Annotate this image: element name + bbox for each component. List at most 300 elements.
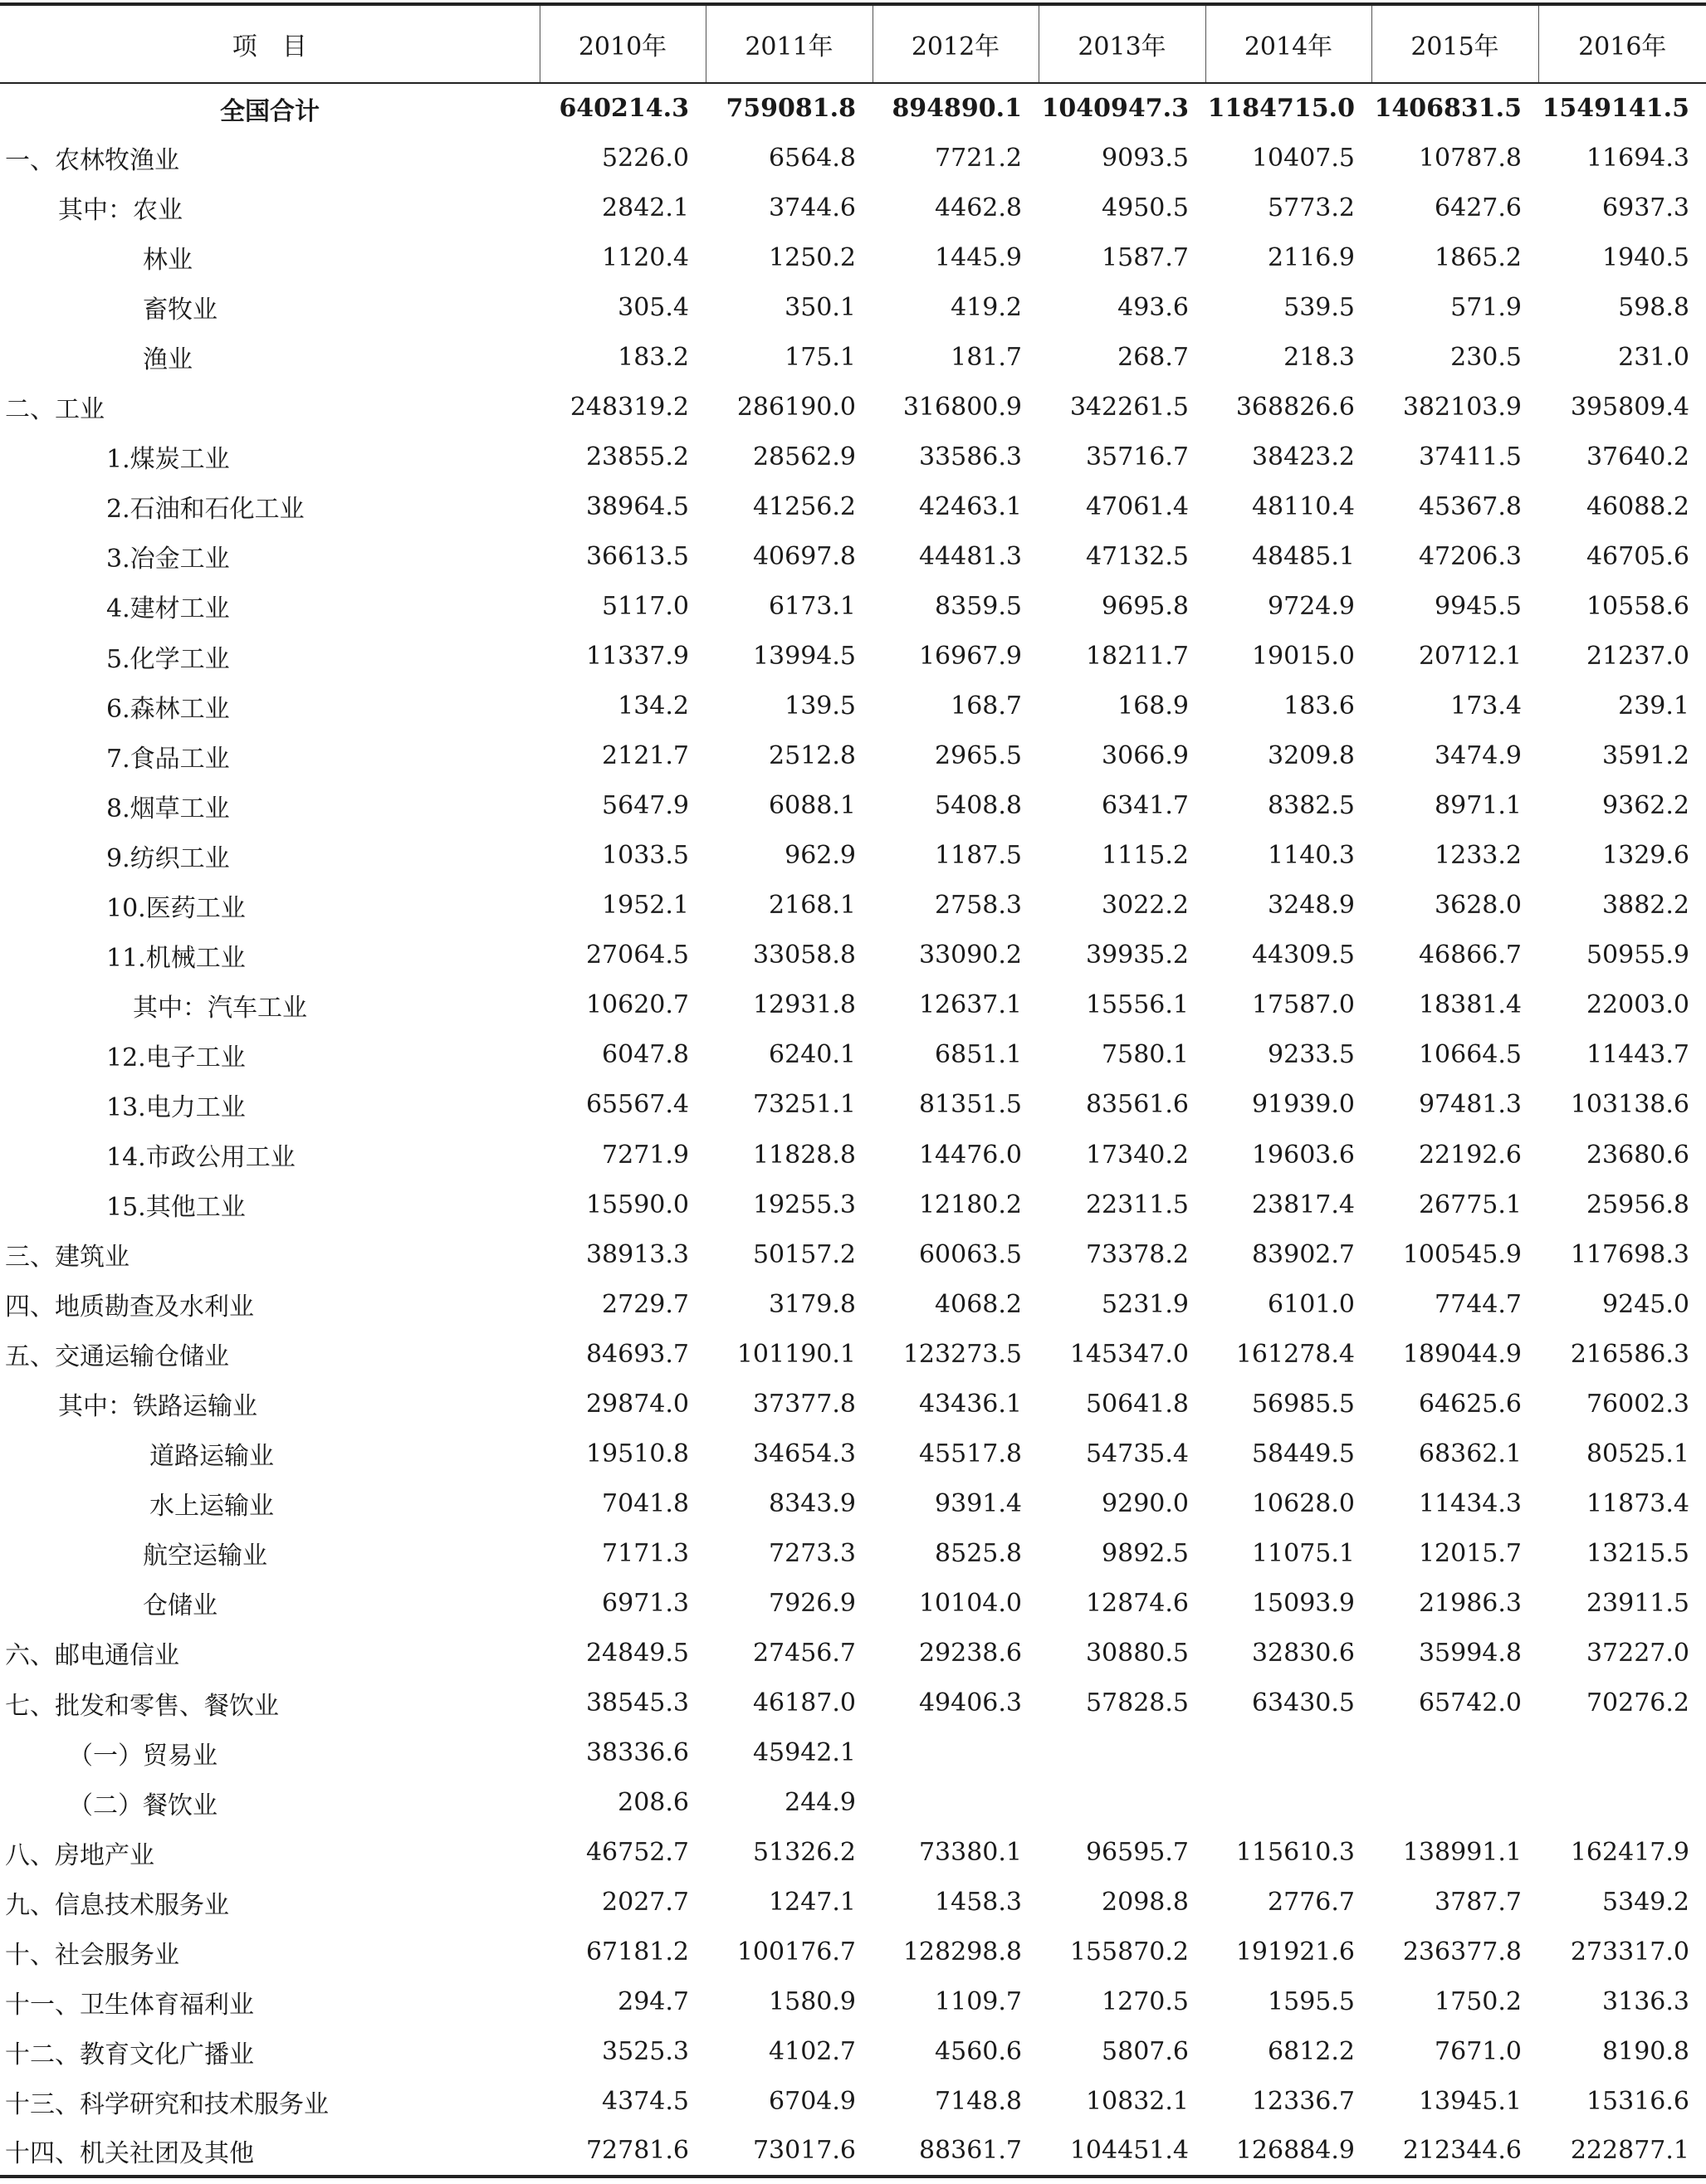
- cell-2011年: 2512.8: [769, 741, 856, 771]
- cell-2016年: 37227.0: [1586, 1638, 1689, 1668]
- cell-2016年: 3136.3: [1602, 1987, 1689, 2017]
- cell-2010年: 3525.3: [602, 2037, 689, 2067]
- cell-2015年: 100545.9: [1402, 1239, 1522, 1269]
- cell-2013年: 30880.5: [1085, 1638, 1189, 1668]
- cell-2012年: 1187.5: [935, 841, 1022, 871]
- cell-2011年: 40697.8: [752, 541, 856, 571]
- row-label: 十、社会服务业: [5, 1940, 179, 1970]
- cell-2014年: 11075.1: [1251, 1538, 1355, 1568]
- table-row: [0, 282, 1706, 332]
- cell-2014年: 58449.5: [1251, 1439, 1355, 1468]
- cell-2011年: 28562.9: [752, 442, 856, 471]
- cell-2015年: 45367.8: [1418, 491, 1522, 521]
- cell-2013年: 50641.8: [1085, 1389, 1189, 1419]
- table-row: [0, 1030, 1706, 1080]
- cell-2011年: 759081.8: [726, 94, 856, 124]
- cell-2016年: 3591.2: [1602, 741, 1689, 771]
- cell-2012年: 42463.1: [918, 491, 1022, 521]
- cell-2011年: 1250.2: [769, 242, 856, 272]
- row-label: 九、信息技术服务业: [5, 1890, 229, 1920]
- header-2011: 2011年: [706, 4, 873, 83]
- cell-2012年: [873, 1778, 1039, 1828]
- cell-2015年: 236377.8: [1402, 1937, 1522, 1967]
- cell-2014年: [1205, 1728, 1371, 1778]
- cell-2013年: 493.6: [1117, 292, 1189, 322]
- cell-2010年: 5117.0: [602, 591, 689, 621]
- cell-2011年: 51326.2: [752, 1838, 856, 1868]
- row-label: 七、批发和零售、餐饮业: [5, 1691, 279, 1721]
- header-2016: 2016年: [1578, 32, 1667, 61]
- cell-2015年: [1371, 1778, 1538, 1828]
- total-row: [0, 83, 1706, 133]
- cell-2011年: 7926.9: [769, 1588, 856, 1618]
- cell-2015年: 65742.0: [1418, 1688, 1522, 1718]
- table-row: [0, 581, 1706, 631]
- cell-2010年: 67181.2: [585, 1937, 689, 1967]
- row-label: 十二、教育文化广播业: [5, 2040, 254, 2069]
- table-row: [0, 1678, 1706, 1728]
- cell-2015年: 212344.6: [1371, 2127, 1538, 2177]
- cell-2012年: 1109.7: [935, 1987, 1022, 2017]
- cell-2011年: 34654.3: [752, 1439, 856, 1468]
- table-row: [0, 332, 1706, 382]
- cell-2016年: 222877.1: [1538, 2127, 1706, 2177]
- table-row: [0, 133, 1706, 183]
- cell-2010年: 36613.5: [585, 541, 689, 571]
- row-label: （二）餐饮业: [68, 1791, 218, 1820]
- row-label: 十一、卫生体育福利业: [5, 1990, 254, 2020]
- cell-2014年: 5773.2: [1268, 193, 1355, 222]
- cell-2016年: 8190.8: [1602, 2037, 1689, 2067]
- cell-2013年: 268.7: [1117, 342, 1189, 372]
- cell-2014年: 19015.0: [1251, 642, 1355, 672]
- cell-2013年: 17340.2: [1085, 1140, 1189, 1170]
- cell-2011年: 8343.9: [769, 1488, 856, 1518]
- cell-2016年: 23911.5: [1586, 1588, 1689, 1618]
- table-row: [0, 1130, 1706, 1180]
- cell-2013年: 10832.1: [1085, 2087, 1189, 2117]
- cell-2014年: 6812.2: [1268, 2037, 1355, 2067]
- cell-2016年: 598.8: [1618, 292, 1689, 322]
- table-row: [0, 1977, 1706, 2027]
- cell-2014年: 10407.5: [1251, 143, 1355, 173]
- table-row: [0, 1478, 1706, 1528]
- cell-2014年: 17587.0: [1251, 990, 1355, 1020]
- cell-2014年: 91939.0: [1251, 1090, 1355, 1120]
- cell-2013年: 22311.5: [1085, 1190, 1189, 1219]
- cell-2010年: 19510.8: [585, 1439, 689, 1468]
- cell-2014年: 83902.7: [1251, 1239, 1355, 1269]
- row-label: 二、工业: [5, 395, 105, 425]
- cell-2012年: 316800.9: [902, 392, 1022, 422]
- cell-2010年: 11337.9: [585, 642, 689, 672]
- cell-2013年: 9892.5: [1102, 1538, 1189, 1568]
- cell-2012年: 6851.1: [935, 1040, 1022, 1070]
- cell-2012年: 7721.2: [935, 143, 1022, 173]
- cell-2016年: 3882.2: [1602, 891, 1689, 921]
- table-row: [0, 931, 1706, 980]
- row-label: 一、农林牧渔业: [5, 146, 179, 176]
- cell-2013年: 7580.1: [1102, 1040, 1189, 1070]
- cell-2015年: 13945.1: [1418, 2087, 1522, 2117]
- header-2013: 2013年: [1039, 4, 1205, 83]
- cell-2012年: 88361.7: [873, 2127, 1039, 2177]
- table-row: [0, 382, 1706, 432]
- table-row: [0, 1229, 1706, 1279]
- cell-2014年: 9233.5: [1268, 1040, 1355, 1070]
- cell-2015年: 3787.7: [1435, 1888, 1522, 1918]
- row-label: 14.市政公用工业: [106, 1143, 296, 1172]
- cell-2015年: 46866.7: [1418, 941, 1522, 970]
- row-label: 水上运输业: [149, 1492, 274, 1522]
- cell-2010年: 38545.3: [585, 1688, 689, 1718]
- cell-2012年: 1458.3: [935, 1888, 1022, 1918]
- cell-2013年: 104451.4: [1039, 2127, 1205, 2177]
- cell-2013年: 2098.8: [1102, 1888, 1189, 1918]
- row-label: 渔业: [143, 345, 193, 375]
- table-row: [0, 1578, 1706, 1628]
- cell-2016年: 50955.9: [1586, 941, 1689, 970]
- cell-2015年: 97481.3: [1418, 1090, 1522, 1120]
- cell-2010年: 1033.5: [602, 841, 689, 871]
- cell-2010年: 1952.1: [602, 891, 689, 921]
- row-label: 12.电子工业: [106, 1043, 246, 1072]
- cell-2016年: 11443.7: [1586, 1040, 1689, 1070]
- cell-2012年: 9391.4: [935, 1488, 1022, 1518]
- cell-2013年: 155870.2: [1069, 1937, 1189, 1967]
- cell-2014年: 115610.3: [1235, 1838, 1355, 1868]
- cell-2012年: 43436.1: [918, 1389, 1022, 1419]
- row-label: 畜牧业: [143, 296, 218, 325]
- cell-2011年: 6088.1: [769, 791, 856, 821]
- cell-2015年: [1371, 1728, 1538, 1778]
- cell-2013年: 5231.9: [1102, 1289, 1189, 1319]
- cell-2010年: 15590.0: [585, 1190, 689, 1219]
- cell-2014年: 15093.9: [1251, 1588, 1355, 1618]
- cell-2015年: 10664.5: [1418, 1040, 1522, 1070]
- cell-2012年: 894890.1: [892, 94, 1022, 124]
- cell-2014年: 12336.7: [1251, 2087, 1355, 2117]
- row-label: 三、建筑业: [5, 1243, 130, 1273]
- cell-2015年: 12015.7: [1418, 1538, 1522, 1568]
- cell-2013年: 168.9: [1117, 691, 1189, 721]
- cell-2013年: 57828.5: [1085, 1688, 1189, 1718]
- cell-2011年: 73017.6: [706, 2127, 873, 2177]
- table-row: [0, 831, 1706, 881]
- row-label: 9.纺织工业: [106, 843, 230, 873]
- cell-2013年: 96595.7: [1085, 1838, 1189, 1868]
- cell-2013年: 1040947.3: [1041, 94, 1189, 124]
- cell-2013年: 12874.6: [1085, 1588, 1189, 1618]
- row-label: 11.机械工业: [106, 943, 246, 973]
- table-row: [0, 531, 1706, 581]
- cell-2010年: 27064.5: [585, 941, 689, 970]
- header-row: [0, 4, 1706, 83]
- cell-2016年: 9245.0: [1602, 1289, 1689, 1319]
- table-row: [0, 1080, 1706, 1130]
- cell-2014年: 183.6: [1283, 691, 1355, 721]
- investment-table: [0, 2, 1706, 2178]
- cell-2011年: 11828.8: [752, 1140, 856, 1170]
- cell-2015年: 47206.3: [1418, 541, 1522, 571]
- cell-2011年: 3744.6: [769, 193, 856, 222]
- cell-2011年: 33058.8: [752, 941, 856, 970]
- cell-2012年: [873, 1728, 1039, 1778]
- cell-2011年: 2168.1: [769, 891, 856, 921]
- cell-2016年: 10558.6: [1586, 591, 1689, 621]
- cell-2011年: 175.1: [785, 342, 856, 372]
- row-label: 十三、科学研究和技术服务业: [5, 2089, 329, 2119]
- cell-2010年: 38913.3: [585, 1239, 689, 1269]
- cell-2016年: 46088.2: [1586, 491, 1689, 521]
- cell-2011年: 46187.0: [752, 1688, 856, 1718]
- cell-2014年: 48485.1: [1251, 541, 1355, 571]
- cell-2013年: 4950.5: [1102, 193, 1189, 222]
- cell-2010年: 46752.7: [585, 1838, 689, 1868]
- cell-2013年: 3066.9: [1102, 741, 1189, 771]
- cell-2011年: 1247.1: [769, 1888, 856, 1918]
- cell-2016年: 162417.9: [1570, 1838, 1689, 1868]
- cell-2011年: 12931.8: [752, 990, 856, 1020]
- row-label: 10.医药工业: [106, 893, 246, 923]
- cell-2010年: 640214.3: [559, 94, 689, 124]
- cell-2013年: [1039, 1728, 1205, 1778]
- cell-2016年: 1329.6: [1602, 841, 1689, 871]
- cell-2015年: 68362.1: [1418, 1439, 1522, 1468]
- row-label: 六、邮电通信业: [5, 1641, 179, 1671]
- cell-2014年: 19603.6: [1251, 1140, 1355, 1170]
- table-row: [0, 682, 1706, 731]
- cell-2011年: 7273.3: [769, 1538, 856, 1568]
- cell-2012年: 16967.9: [918, 642, 1022, 672]
- cell-2016年: 231.0: [1618, 342, 1689, 372]
- cell-2011年: 962.9: [785, 841, 856, 871]
- table-row: [0, 481, 1706, 531]
- cell-2012年: 12180.2: [918, 1190, 1022, 1219]
- cell-2016年: 21237.0: [1586, 642, 1689, 672]
- cell-2014年: 56985.5: [1251, 1389, 1355, 1419]
- row-label: 其中：铁路运输业: [58, 1392, 257, 1422]
- cell-2011年: 286190.0: [736, 392, 856, 422]
- cell-2011年: 6240.1: [769, 1040, 856, 1070]
- table-row: [0, 1180, 1706, 1229]
- cell-2014年: 368826.6: [1235, 392, 1355, 422]
- cell-2016年: [1538, 1778, 1706, 1828]
- cell-2014年: 38423.2: [1251, 442, 1355, 471]
- row-label: 林业: [143, 246, 193, 276]
- table-row: [0, 1329, 1706, 1379]
- cell-2014年: 3248.9: [1268, 891, 1355, 921]
- cell-2012年: 2758.3: [935, 891, 1022, 921]
- cell-2011年: 73251.1: [752, 1090, 856, 1120]
- cell-2016年: 80525.1: [1586, 1439, 1689, 1468]
- cell-2015年: 189044.9: [1402, 1339, 1522, 1369]
- table-row: [0, 2027, 1706, 2077]
- cell-2013年: 54735.4: [1085, 1439, 1189, 1468]
- cell-2015年: 64625.6: [1418, 1389, 1522, 1419]
- cell-2010年: 1120.4: [602, 242, 689, 272]
- cell-2016年: 15316.6: [1586, 2087, 1689, 2117]
- cell-2016年: 11694.3: [1586, 143, 1689, 173]
- table-row: [0, 1828, 1706, 1878]
- cell-2014年: 539.5: [1283, 292, 1355, 322]
- cell-2016年: 9362.2: [1602, 791, 1689, 821]
- cell-2013年: 39935.2: [1085, 941, 1189, 970]
- table-row: [0, 432, 1706, 481]
- cell-2010年: 6047.8: [602, 1040, 689, 1070]
- cell-2010年: 23855.2: [585, 442, 689, 471]
- cell-2015年: 7671.0: [1435, 2037, 1522, 2067]
- row-label: 道路运输业: [149, 1442, 274, 1472]
- cell-2012年: 8525.8: [935, 1538, 1022, 1568]
- cell-2013年: 5807.6: [1102, 2037, 1189, 2067]
- cell-2015年: 35994.8: [1418, 1638, 1522, 1668]
- row-label: 1.煤炭工业: [106, 445, 230, 475]
- cell-2011年: 3179.8: [769, 1289, 856, 1319]
- cell-2012年: 60063.5: [918, 1239, 1022, 1269]
- cell-2012年: 33090.2: [918, 941, 1022, 970]
- cell-2012年: 7148.8: [935, 2087, 1022, 2117]
- cell-2013年: 47132.5: [1085, 541, 1189, 571]
- row-label: 8.烟草工业: [106, 794, 230, 823]
- row-label: 航空运输业: [143, 1542, 267, 1571]
- cell-2011年: 6704.9: [769, 2087, 856, 2117]
- cell-2016年: 1940.5: [1602, 242, 1689, 272]
- cell-2015年: 138991.1: [1402, 1838, 1522, 1868]
- cell-2016年: 23680.6: [1586, 1140, 1689, 1170]
- header-2014: 2014年: [1205, 4, 1371, 83]
- cell-2011年: 45942.1: [752, 1738, 856, 1768]
- cell-2011年: 350.1: [785, 292, 856, 322]
- cell-2012年: 49406.3: [918, 1688, 1022, 1718]
- row-label: 13.电力工业: [106, 1092, 246, 1122]
- cell-2011年: 139.5: [785, 691, 856, 721]
- cell-2013年: 1115.2: [1102, 841, 1189, 871]
- row-label: 四、地质勘查及水利业: [5, 1292, 254, 1322]
- row-label: 2.石油和石化工业: [106, 495, 305, 525]
- cell-2014年: 126884.9: [1205, 2127, 1371, 2177]
- cell-2016年: 103138.6: [1570, 1090, 1689, 1120]
- cell-2015年: 11434.3: [1418, 1488, 1522, 1518]
- header-2010: 2010年: [540, 4, 706, 83]
- cell-2014年: 9724.9: [1268, 591, 1355, 621]
- row-label: 五、交通运输仓储业: [5, 1342, 229, 1372]
- cell-2012年: 123273.5: [902, 1339, 1022, 1369]
- table-row: [0, 881, 1706, 931]
- cell-2015年: 382103.9: [1402, 392, 1522, 422]
- cell-2010年: 10620.7: [585, 990, 689, 1020]
- cell-2016年: 46705.6: [1586, 541, 1689, 571]
- cell-2012年: 29238.6: [918, 1638, 1022, 1668]
- cell-2011年: 4102.7: [769, 2037, 856, 2067]
- cell-2014年: 1595.5: [1268, 1987, 1355, 2017]
- cell-2012年: 181.7: [951, 342, 1022, 372]
- cell-2010年: 5226.0: [602, 143, 689, 173]
- cell-2014年: 63430.5: [1251, 1688, 1355, 1718]
- cell-2014年: 23817.4: [1251, 1190, 1355, 1219]
- table-row: [0, 980, 1706, 1030]
- cell-2015年: 1750.2: [1435, 1987, 1522, 2017]
- cell-2010年: 183.2: [618, 342, 689, 372]
- cell-2016年: 216586.3: [1570, 1339, 1689, 1369]
- cell-2011年: 19255.3: [752, 1190, 856, 1219]
- cell-2016年: 395809.4: [1570, 392, 1689, 422]
- cell-2012年: 168.7: [951, 691, 1022, 721]
- cell-2015年: 1865.2: [1435, 242, 1522, 272]
- cell-2014年: 48110.4: [1251, 491, 1355, 521]
- cell-2010年: 5647.9: [602, 791, 689, 821]
- cell-2013年: 9093.5: [1102, 143, 1189, 173]
- cell-2013年: 35716.7: [1085, 442, 1189, 471]
- cell-2015年: 10787.8: [1418, 143, 1522, 173]
- cell-2010年: 208.6: [618, 1788, 689, 1818]
- table-row: [0, 1927, 1706, 1977]
- cell-2013年: 9695.8: [1102, 591, 1189, 621]
- row-label: （一）贸易业: [68, 1741, 218, 1771]
- cell-2012年: 8359.5: [935, 591, 1022, 621]
- cell-2013年: 15556.1: [1085, 990, 1189, 1020]
- cell-2014年: 1140.3: [1268, 841, 1355, 871]
- cell-2013年: 6341.7: [1102, 791, 1189, 821]
- cell-2011年: 100176.7: [736, 1937, 856, 1967]
- row-label: 全国合计: [220, 96, 320, 126]
- cell-2013年: 83561.6: [1085, 1090, 1189, 1120]
- cell-2012年: 44481.3: [918, 541, 1022, 571]
- table-row: [0, 1728, 1706, 1778]
- cell-2012年: 128298.8: [902, 1937, 1022, 1967]
- cell-2015年: 21986.3: [1418, 1588, 1522, 1618]
- header-2015: 2015年: [1371, 4, 1538, 83]
- cell-2011年: 6564.8: [769, 143, 856, 173]
- cell-2014年: 6101.0: [1268, 1289, 1355, 1319]
- cell-2010年: 134.2: [618, 691, 689, 721]
- cell-2010年: 7271.9: [602, 1140, 689, 1170]
- cell-2015年: 3628.0: [1435, 891, 1522, 921]
- cell-2012年: 1445.9: [935, 242, 1022, 272]
- cell-2013年: [1039, 1778, 1205, 1828]
- cell-2015年: 6427.6: [1435, 193, 1522, 222]
- cell-2013年: 342261.5: [1069, 392, 1189, 422]
- cell-2016年: 273317.0: [1570, 1937, 1689, 1967]
- row-label: 其中：汽车工业: [133, 993, 307, 1023]
- cell-2010年: 38336.6: [585, 1738, 689, 1768]
- table-row: [0, 1429, 1706, 1478]
- cell-2012年: 73380.1: [918, 1838, 1022, 1868]
- cell-2011年: 37377.8: [752, 1389, 856, 1419]
- cell-2015年: 1233.2: [1435, 841, 1522, 871]
- table-row: [0, 1279, 1706, 1329]
- cell-2011年: 50157.2: [752, 1239, 856, 1269]
- cell-2012年: 419.2: [951, 292, 1022, 322]
- cell-2016年: 1549141.5: [1542, 94, 1689, 124]
- row-label: 7.食品工业: [106, 744, 230, 774]
- cell-2010年: 305.4: [618, 292, 689, 322]
- cell-2012年: 4560.6: [935, 2037, 1022, 2067]
- cell-2014年: 1184715.0: [1207, 94, 1355, 124]
- row-label: 6.森林工业: [106, 694, 230, 724]
- table-row: [0, 632, 1706, 682]
- cell-2010年: 248319.2: [569, 392, 689, 422]
- cell-2013年: 3022.2: [1102, 891, 1189, 921]
- cell-2014年: 161278.4: [1235, 1339, 1355, 1369]
- cell-2010年: 7171.3: [602, 1538, 689, 1568]
- cell-2011年: 6173.1: [769, 591, 856, 621]
- cell-2010年: 72781.6: [540, 2127, 706, 2177]
- cell-2016年: 13215.5: [1586, 1538, 1689, 1568]
- cell-2014年: 8382.5: [1268, 791, 1355, 821]
- cell-2016年: 70276.2: [1586, 1688, 1689, 1718]
- row-label: 八、房地产业: [5, 1840, 154, 1870]
